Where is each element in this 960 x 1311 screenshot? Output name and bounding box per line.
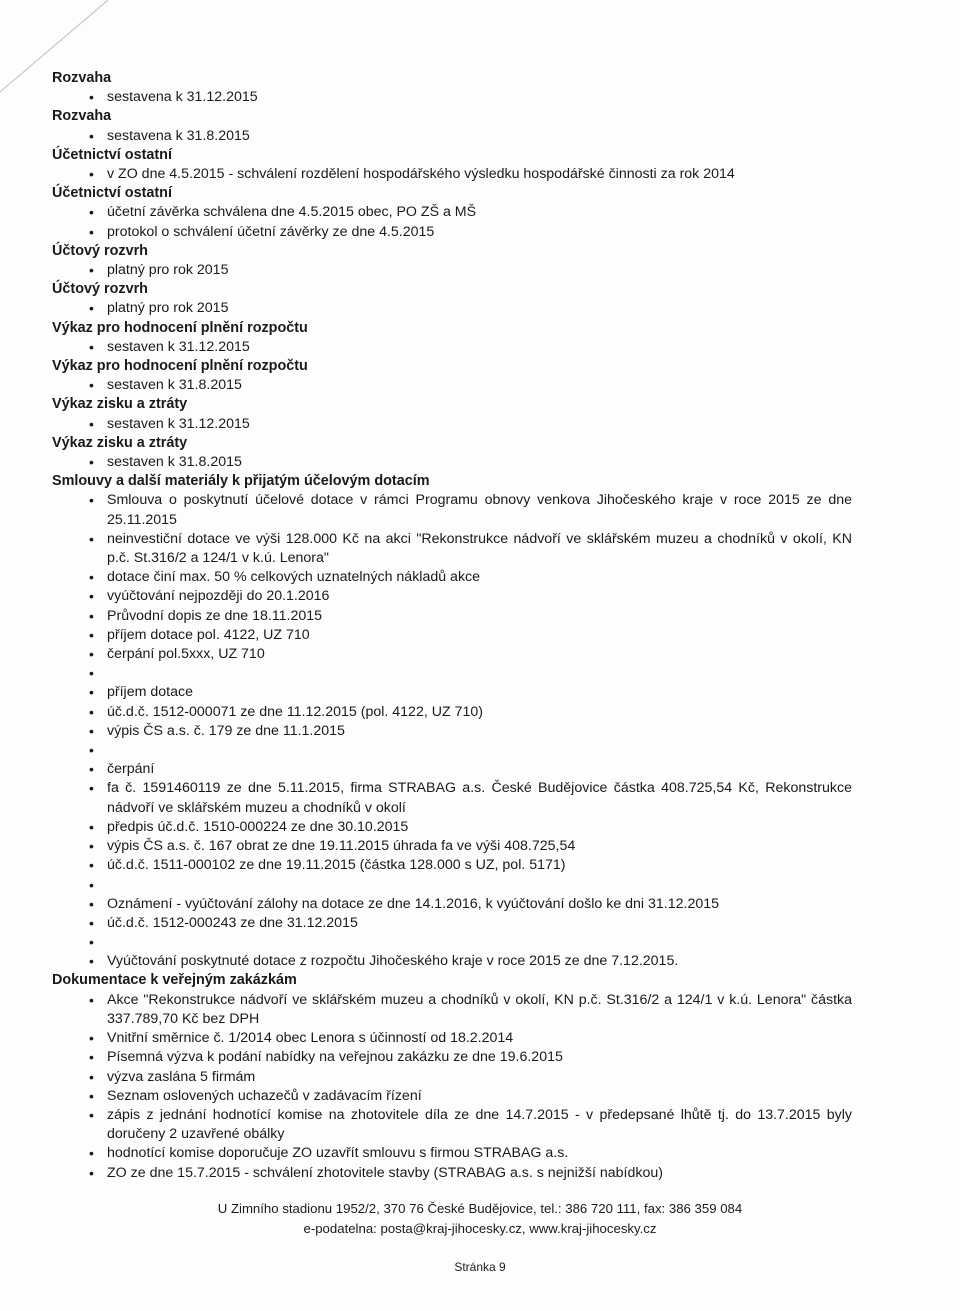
list-item: • Seznam oslovených uchazečů v zadávacím řízení: [52, 1087, 852, 1106]
section-heading: Rozvaha: [52, 70, 112, 86]
list-item: • Písemná výzva k podání nabídky na veřejnou zakázku ze dne 19.6.2015: [52, 1048, 852, 1067]
list-item: • protokol o schválení účetní závěrky ze dne 4.5.2015: [52, 223, 852, 242]
list-item: • platný pro rok 2015: [52, 299, 852, 318]
list-item: • výzva zaslána 5 firmám: [52, 1068, 852, 1087]
section-list: [52, 299, 852, 318]
section-heading: Dokumentace k veřejným zakázkám: [52, 972, 297, 989]
list-item: • fa č. 1591460119 ze dne 5.11.2015, firma STRABAG a.s. České Budějovice částka 408.725,54 Kč, Rekonstrukce nádvoří ve sklářském muzeu a chodníků v okolí: [52, 779, 852, 817]
section-heading: Smlouvy a další materiály k přijatým účelovým dotacím: [52, 473, 430, 490]
section-heading: Výkaz zisku a ztráty: [52, 396, 188, 413]
section-list: [52, 376, 852, 395]
list-item: • hodnotící komise doporučuje ZO uzavřít smlouvu s firmou STRABAG a.s.: [52, 1144, 852, 1163]
document-content: [52, 69, 852, 1183]
list-item: • čerpání: [52, 760, 852, 779]
section-list: [52, 203, 852, 241]
list-item: • dotace činí max. 50 % celkových uznatelných nákladů akce: [52, 568, 852, 587]
section-list: [52, 453, 852, 472]
list-item: • v ZO dne 4.5.2015 - schválení rozdělení hospodářského výsledku hospodářské činnosti za rok 2014: [52, 165, 852, 184]
list-item: • vyúčtování nejpozději do 20.1.2016: [52, 587, 852, 606]
section-list: [52, 261, 852, 280]
list-item: • výpis ČS a.s. č. 167 obrat ze dne 19.11.2015 úhrada fa ve výši 408.725,54: [52, 837, 852, 856]
section-heading: Účtový rozvrh: [52, 281, 148, 298]
list-item: [52, 876, 852, 895]
list-item: • Smlouva o poskytnutí účelové dotace v rámci Programu obnovy venkova Jihočeského kraje v roce 2015 ze dne 25.11.2015: [52, 491, 852, 529]
list-item: • sestavena k 31.12.2015: [52, 88, 852, 107]
list-item: • zápis z jednání hodnotící komise na zhotovitele díla ze dne 14.7.2015 - v předepsané lhůtě tj. do 13.7.2015 byly doručeny 2 uzavřené obálky: [52, 1106, 852, 1144]
list-item: [52, 741, 852, 760]
section-list: [52, 338, 852, 357]
list-item: • ZO ze dne 15.7.2015 - schválení zhotovitele stavby (STRABAG a.s. s nejnižší nabídkou): [52, 1164, 852, 1183]
list-item: • předpis úč.d.č. 1510-000224 ze dne 30.10.2015: [52, 818, 852, 837]
list-item: • příjem dotace pol. 4122, UZ 710: [52, 626, 852, 645]
list-item: • sestaven k 31.8.2015: [52, 453, 852, 472]
list-item: • sestavena k 31.8.2015: [52, 127, 852, 146]
footer-contact: e-podatelna: posta@kraj-jihocesky.cz, www.kraj-jihocesky.cz: [303, 1221, 657, 1236]
list-item: • čerpání pol.5xxx, UZ 710: [52, 645, 852, 664]
section-list: [52, 415, 852, 434]
list-item: [52, 664, 852, 683]
page-number: Stránka 9: [454, 1260, 506, 1274]
section-list: [52, 165, 852, 184]
list-item: • sestaven k 31.8.2015: [52, 376, 852, 395]
list-item: • výpis ČS a.s. č. 179 ze dne 11.1.2015: [52, 722, 852, 741]
section-list: [52, 88, 852, 107]
section-heading: Výkaz zisku a ztráty: [52, 434, 188, 451]
list-item: • Vyúčtování poskytnuté dotace z rozpočtu Jihočeského kraje v roce 2015 ze dne 7.12.2015.: [52, 952, 852, 971]
section-heading: Rozvaha: [52, 108, 112, 125]
list-item: • účetní závěrka schválena dne 4.5.2015 obec, PO ZŠ a MŠ: [52, 203, 852, 222]
list-item: • Oznámení - vyúčtování zálohy na dotace ze dne 14.1.2016, k vyúčtování došlo ke dni 31.12.2015: [52, 895, 852, 914]
footer-address: U Zimního stadionu 1952/2, 370 76 České Budějovice, tel.: 386 720 111, fax: 386 359 084: [217, 1201, 743, 1216]
section-heading: Účetnictví ostatní: [52, 185, 172, 202]
section-heading: Výkaz pro hodnocení plnění rozpočtu: [52, 319, 308, 336]
list-item: • sestaven k 31.12.2015: [52, 338, 852, 357]
list-item: • Vnitřní směrnice č. 1/2014 obec Lenora s účinností od 18.2.2014: [52, 1029, 852, 1048]
list-item: [52, 933, 852, 952]
list-item: • Akce "Rekonstrukce nádvoří ve sklářském muzeu a chodníků v okolí, KN p.č. St.316/2 a 124/1 v k.ú. Lenora" částka 337.789,70 Kč bez DPH: [52, 991, 852, 1029]
list-item: • Průvodní dopis ze dne 18.11.2015: [52, 607, 852, 626]
section-heading: Účtový rozvrh: [52, 242, 148, 259]
list-item: • sestaven k 31.12.2015: [52, 415, 852, 434]
page-footer: [0, 1199, 960, 1239]
section-list: [52, 491, 852, 971]
section-heading: Výkaz pro hodnocení plnění rozpočtu: [52, 358, 308, 375]
section-list: [52, 991, 852, 1183]
list-item: • úč.d.č. 1512-000071 ze dne 11.12.2015 (pol. 4122, UZ 710): [52, 703, 852, 722]
list-item: • příjem dotace: [52, 683, 852, 702]
section-heading: Účetnictví ostatní: [52, 146, 172, 163]
list-item: • neinvestiční dotace ve výši 128.000 Kč na akci "Rekonstrukce nádvoří ve sklářském muzeu a chodníků v okolí, KN p.č. St.316/2 a 124/1 v k.ú. Lenora": [52, 530, 852, 568]
list-item: • úč.d.č. 1511-000102 ze dne 19.11.2015 (částka 128.000 s UZ, pol. 5171): [52, 856, 852, 875]
section-list: [52, 127, 852, 146]
list-item: • úč.d.č. 1512-000243 ze dne 31.12.2015: [52, 914, 852, 933]
list-item: • platný pro rok 2015: [52, 261, 852, 280]
